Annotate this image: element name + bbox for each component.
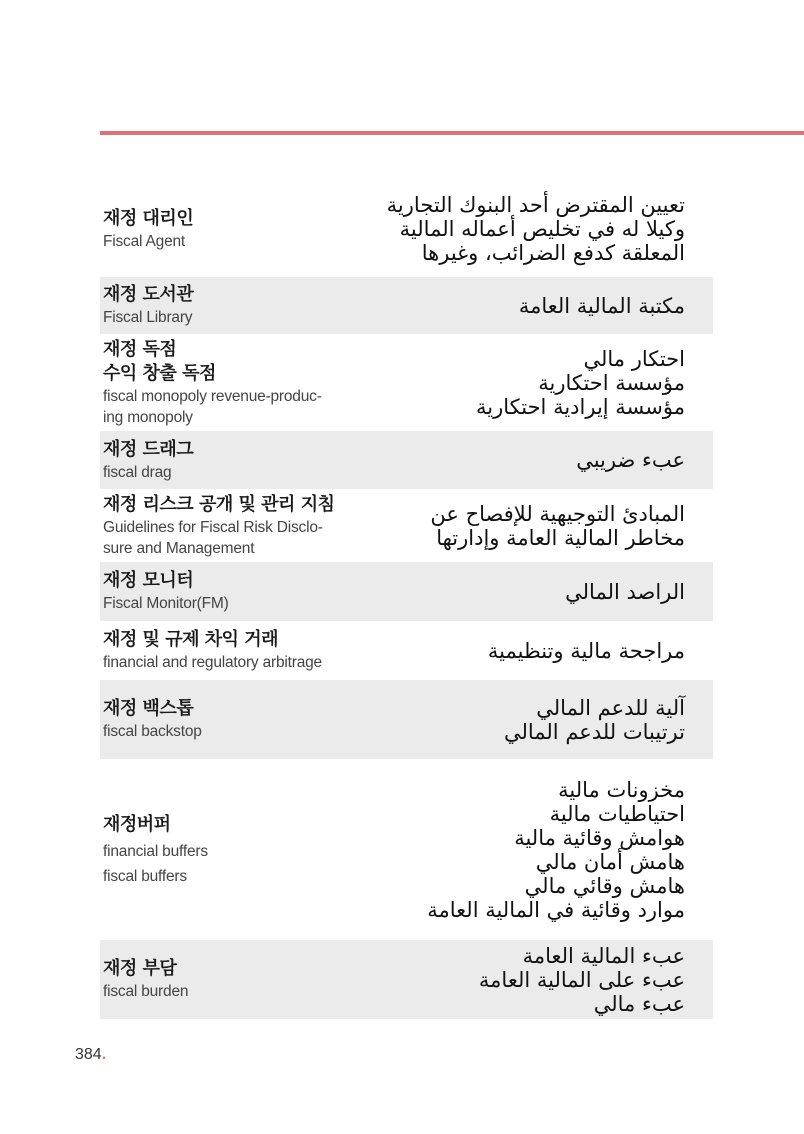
korean-term: 재정 백스톱 (103, 698, 194, 719)
english-term: fiscal buffers (103, 867, 187, 885)
arabic-line: هامش وقائي مالي (524, 873, 685, 898)
glossary-entry (100, 431, 713, 489)
arabic-line: عبء مالي (593, 991, 685, 1016)
arabic-line: وكيلا له في تخليص أعماله المالية (399, 217, 685, 241)
page-number-value: 384 (75, 1046, 102, 1063)
glossary-entry (100, 940, 713, 1019)
arabic-line: عبء على المالية العامة (478, 967, 685, 992)
term-source (103, 569, 348, 614)
korean-term: 재정 대리인 (103, 207, 194, 229)
korean-term: 재정 리스크 공개 및 관리 지침 (103, 493, 335, 515)
term-source (103, 813, 348, 887)
arabic-line: مراجحة مالية وتنظيمية (487, 638, 685, 663)
arabic-line: موارد وقائية في المالية العامة (427, 897, 685, 922)
glossary-entry (100, 562, 713, 621)
korean-term: 재정 및 규제 차익 거래 (103, 629, 279, 650)
english-term: fiscal burden (103, 983, 189, 1000)
arabic-line: مكتبة المالية العامة (518, 293, 685, 318)
arabic-translation (348, 778, 685, 922)
english-term: Fiscal Monitor(FM) (103, 595, 229, 612)
glossary-entry (100, 277, 713, 334)
arabic-translation (348, 448, 685, 472)
term-source (103, 338, 348, 428)
term-source (103, 957, 348, 1002)
arabic-line: مؤسسة احتكارية (538, 370, 685, 395)
page-number (75, 1046, 106, 1064)
english-term: Guidelines for Fiscal Risk Disclo- (103, 518, 323, 536)
arabic-translation (348, 502, 685, 550)
korean-term: 재정 도서관 (103, 284, 194, 305)
korean-term: 수익 창출 독점 (103, 362, 216, 384)
arabic-line: هامش أمان مالي (535, 849, 685, 874)
term-source (103, 207, 348, 252)
arabic-line: المبادئ التوجيهية للإفصاح عن (430, 501, 685, 526)
korean-term: 재정 드래그 (103, 438, 194, 460)
page-number-mark: . (101, 1046, 107, 1063)
glossary-entry (100, 334, 713, 431)
glossary-entry (100, 181, 713, 277)
arabic-translation (348, 944, 685, 1016)
arabic-translation (348, 580, 685, 604)
english-term: fiscal backstop (103, 723, 202, 740)
glossary-entry (100, 621, 713, 680)
arabic-translation (348, 347, 685, 419)
arabic-line: احتياطيات مالية (549, 801, 685, 826)
glossary-entry (100, 759, 713, 940)
korean-term: 재정버퍼 (103, 813, 171, 835)
glossary-entries (100, 181, 713, 1019)
arabic-line: مخزونات مالية (558, 777, 685, 802)
top-accent-rule (100, 131, 804, 135)
glossary-entry (100, 680, 713, 759)
term-source (103, 697, 348, 742)
english-term: Fiscal Library (103, 309, 193, 326)
english-term: financial buffers (103, 842, 208, 860)
korean-term: 재정 모니터 (103, 570, 194, 591)
term-source (103, 283, 348, 328)
english-term: fiscal drag (103, 463, 172, 481)
english-term: sure and Management (103, 539, 255, 557)
term-source (103, 493, 348, 559)
korean-term: 재정 부담 (103, 958, 177, 979)
arabic-line: آلية للدعم المالي (536, 695, 685, 720)
korean-term: 재정 독점 (103, 338, 177, 360)
english-term: ing monopoly (103, 408, 193, 426)
glossary-entry (100, 489, 713, 562)
arabic-line: هوامش وقائية مالية (514, 825, 685, 850)
arabic-line: احتكار مالي (583, 346, 685, 371)
arabic-line: مؤسسة إيرادية احتكارية (476, 394, 685, 419)
term-source (103, 438, 348, 483)
arabic-line: عبء المالية العامة (522, 943, 685, 968)
arabic-line: ترتيبات للدعم المالي (503, 719, 685, 744)
term-source (103, 628, 348, 673)
arabic-translation (348, 294, 685, 318)
english-term: Fiscal Agent (103, 232, 186, 250)
arabic-line: تعيين المقترض أحد البنوك التجارية (386, 193, 685, 217)
arabic-translation (348, 639, 685, 663)
arabic-translation (348, 193, 685, 265)
arabic-translation (348, 696, 685, 744)
arabic-line: عبء ضريبي (576, 448, 685, 472)
arabic-line: مخاطر المالية العامة وإدارتها (436, 525, 685, 550)
english-term: fiscal monopoly revenue-produc- (103, 387, 322, 405)
english-term: financial and regulatory arbitrage (103, 654, 322, 671)
arabic-line: الراصد المالي (565, 579, 685, 604)
arabic-line: المعلقة كدفع الضرائب، وغيرها (421, 241, 685, 265)
